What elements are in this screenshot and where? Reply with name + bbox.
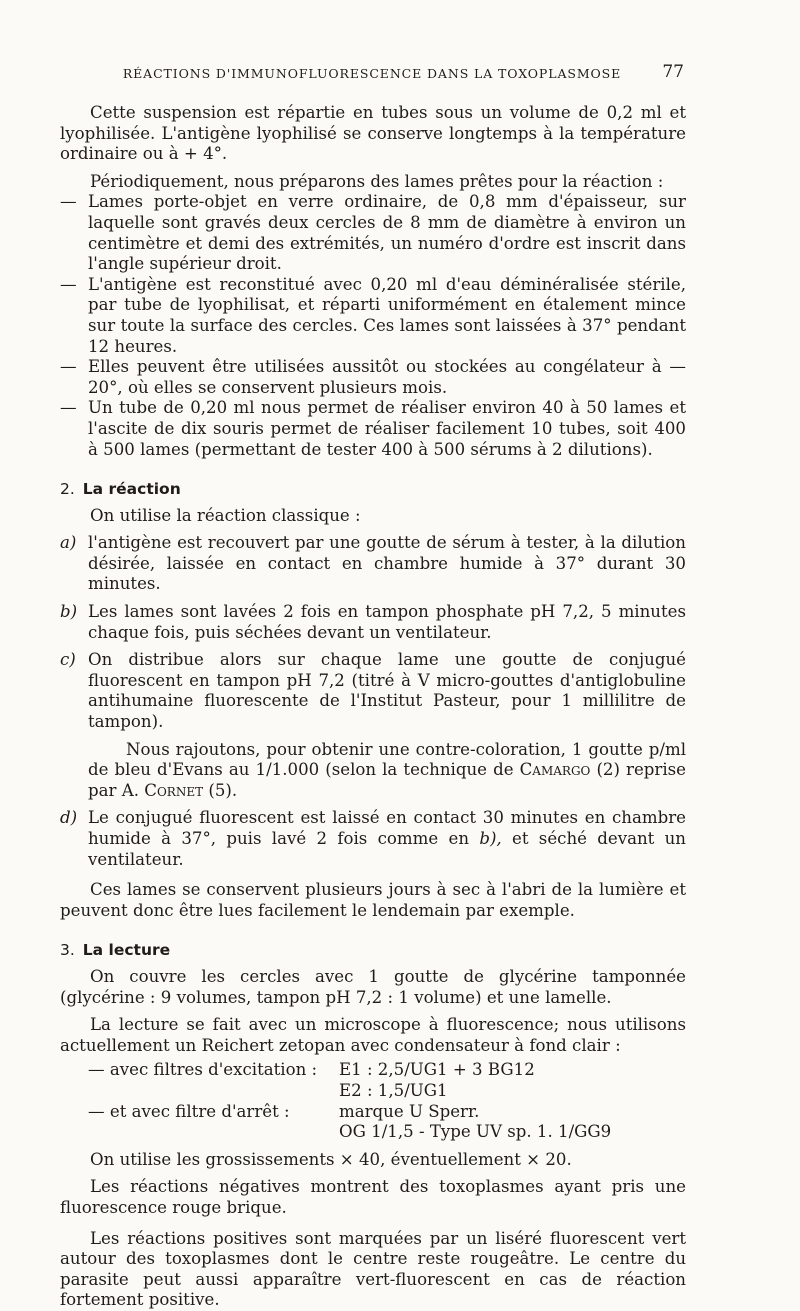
text-run: et séché devant un ventilateur. (88, 829, 686, 869)
section-heading-reading (60, 940, 686, 961)
section-number: 2. (60, 480, 75, 499)
running-title: RÉACTIONS D'IMMUNOFLUORESCENCE DANS LA TOXOPLASMOSE (122, 66, 622, 81)
section-heading-reaction (60, 479, 686, 500)
list-item-text: On distribue alors sur chaque lame une goutte de conjugué fluorescent en tampon pH 7,2 (titré à V micro-gouttes d'antiglobuline antihumaine fluorescente de l'Institut Pasteur, pour 1 millilitre de tampon). (88, 650, 686, 732)
letter-marker: a) (60, 533, 77, 553)
filter-value: OG 1/1,5 - Type UV sp. 1. 1/GG9 (339, 1122, 612, 1142)
list-item (60, 650, 686, 732)
filter-row (88, 1081, 628, 1102)
filter-value: marque U Sperr. (339, 1101, 480, 1121)
list-item-text: L'antigène est reconstitué avec 0,20 ml d'eau déminéralisée stérile, par tube de lyophilisat, et réparti uniformément en étalement mince sur toute la surface des cercles. Ces lames sont laissées à 37° pendant 12 heures. (88, 274, 686, 356)
section-title: La lecture (82, 941, 171, 960)
list-item (60, 398, 686, 460)
filter-label-empty (88, 1122, 339, 1143)
list-item-text: Un tube de 0,20 ml nous permet de réaliser environ 40 à 50 lames et l'ascite de dix souris permet de réaliser facilement 10 tubes, soit 400 à 500 lames (permettant de tester 400 à 500 sérums à 2 dilutions). (88, 398, 686, 459)
filter-label-empty (88, 1081, 339, 1102)
body-text (60, 103, 686, 1311)
list-item-text: Lames porte-objet en verre ordinaire, de 0,8 mm d'épaisseur, sur laquelle sont gravés deux cercles de 8 mm de diamètre à environ un centimètre et demi des extrémités, un numéro d'ordre est inscrit dans l'angle supérieur droit. (88, 192, 686, 274)
filter-value: E2 : 1,5/UG1 (339, 1080, 448, 1100)
section-number: 3. (60, 941, 75, 960)
paragraph: Ces lames se conservent plusieurs jours à sec à l'abri de la lumière et peuvent donc être lues facilement le lendemain par exemple. (60, 880, 686, 920)
filter-table (88, 1060, 628, 1142)
filter-value: E1 : 2,5/UG1 + 3 BG12 (339, 1060, 535, 1080)
paragraph: On utilise les grossissements × 40, éventuellement × 20. (90, 1149, 572, 1169)
list-item (60, 192, 686, 274)
paragraph: Périodiquement, nous préparons des lames prêtes pour la réaction : (90, 171, 664, 191)
list-item (60, 275, 686, 357)
text-run: Le conjugué fluorescent est laissé en contact 30 minutes en chambre humide à 37°, puis lavé 2 fois comme en (88, 808, 686, 848)
dash-marker: — (60, 274, 77, 294)
letter-marker: b) (60, 602, 78, 622)
item-reference: b), (479, 829, 502, 848)
list-item-text: Les lames sont lavées 2 fois en tampon phosphate pH 7,2, 5 minutes chaque fois, puis séchées devant un ventilateur. (88, 602, 686, 642)
section-title: La réaction (82, 480, 181, 499)
list-item (60, 808, 686, 870)
list-item (60, 357, 686, 398)
text-run: Nous rajoutons, pour obtenir une contre-coloration, 1 goutte p/ml de bleu d'Evans au 1/1.000 (selon la technique de (88, 739, 686, 780)
paragraph: La lecture se fait avec un microscope à fluorescence; nous utilisons actuellement un Reichert zetopan avec condensateur à fond clair : (60, 1015, 686, 1055)
list-item-text: Elles peuvent être utilisées aussitôt ou stockées au congélateur à —20°, où elles se conservent plusieurs mois. (88, 357, 686, 397)
letter-marker: c) (60, 650, 76, 670)
filter-label: — avec filtres d'excitation : (88, 1060, 318, 1080)
list-item (60, 533, 686, 595)
paragraph: Cette suspension est répartie en tubes sous un volume de 0,2 ml et lyophilisée. L'antigène lyophilisé se conserve longtemps à la température ordinaire ou à + 4°. (60, 103, 686, 164)
dash-marker: — (60, 192, 77, 212)
paragraph (60, 740, 686, 802)
text-run: (5). (208, 780, 238, 800)
filter-label: — et avec filtre d'arrêt : (88, 1101, 290, 1121)
paragraph: Les réactions négatives montrent des toxoplasmes ayant pris une fluorescence rouge brique. (60, 1177, 686, 1217)
list-item-text: l'antigène est recouvert par une goutte de sérum à tester, à la dilution désirée, laissée en contact en chambre humide à 37° durant 30 minutes. (88, 533, 686, 594)
author-name: Camargo (519, 760, 591, 780)
filter-row (88, 1060, 628, 1081)
dash-marker: — (60, 398, 77, 418)
list-item (60, 602, 686, 643)
text-run: (2) reprise par A. (88, 760, 686, 800)
dash-marker: — (60, 357, 77, 377)
letter-marker: d) (60, 808, 78, 828)
filter-row (88, 1122, 628, 1143)
paragraph: On utilise la réaction classique : (90, 505, 361, 525)
paragraph: On couvre les cercles avec 1 goutte de glycérine tamponnée (glycérine : 9 volumes, tampon pH 7,2 : 1 volume) et une lamelle. (60, 966, 686, 1007)
filter-row (88, 1102, 628, 1123)
author-name: Cornet (144, 780, 204, 800)
paragraph: Les réactions positives sont marquées par un liséré fluorescent vert autour des toxoplasmes dont le centre reste rougeâtre. Le centre du parasite peut aussi apparaître vert-fluorescent en cas de réaction fortement positive. (60, 1228, 686, 1310)
page-number: 77 (662, 62, 684, 82)
